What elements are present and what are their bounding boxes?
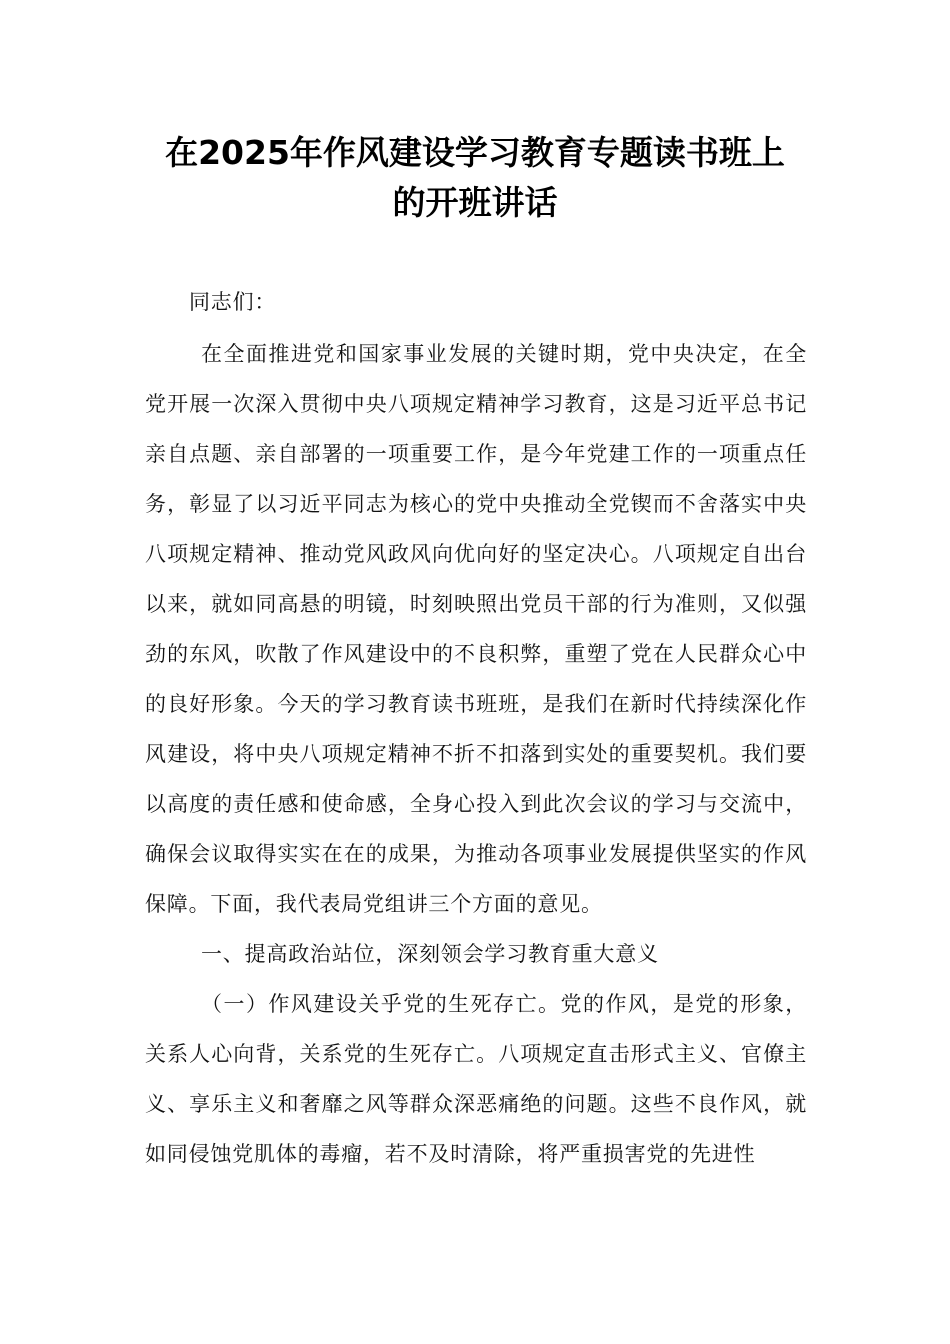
document-title xyxy=(130,128,820,228)
paragraph-section-1-1: （一）作风建设关乎党的生死存亡。党的作风，是党的形象，关系人心向背，关系党的生死存亡。八项规定直击形式主义、官僚主义、享乐主义和奢靡之风等群众深恶痛绝的问题。这些不良作风，就如同侵蚀党肌体的毒瘤，若不及时清除，将严重损害党的先进性 xyxy=(145,992,807,1166)
paragraph-intro: 在全面推进党和国家事业发展的关键时期，党中央决定，在全党开展一次深入贯彻中央八项规定精神学习教育，这是习近平总书记亲自点题、亲自部署的一项重要工作，是今年党建工作的一项重点任务，彰显了以习近平同志为核心的党中央推动全党锲而不舍落实中央八项规定精神、推动党风政风向优向好的坚定决心。八项规定自出台以来，就如同高悬的明镜，时刻映照出党员干部的行为准则，又似强劲的东风，吹散了作风建设中的不良积弊，重塑了党在人民群众心中的良好形象。今天的学习教育读书班班，是我们在新时代持续深化作风建设，将中央八项规定精神不折不扣落到实处的重要契机。我们要以高度的责任感和使命感，全身心投入到此次会议的学习与交流中，确保会议取得实实在在的成果，为推动各项事业发展提供坚实的作风保障。下面，我代表局党组讲三个方面的意见。 xyxy=(145,342,807,916)
section-heading-1: 一、提高政治站位，深刻领会学习教育重大意义 xyxy=(201,942,659,966)
title-line-2: 的开班讲话 xyxy=(392,183,558,222)
greeting: 同志们： xyxy=(189,290,277,314)
title-line-1: 在2025年作风建设学习教育专题读书班上 xyxy=(165,133,785,172)
document-body xyxy=(145,277,807,1179)
